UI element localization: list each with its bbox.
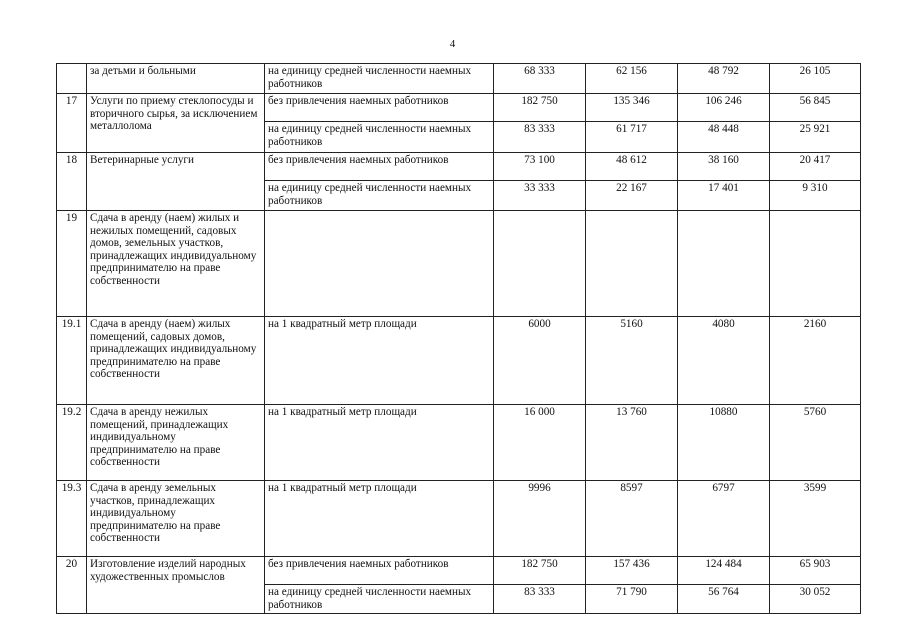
value-cell: 3599 [770, 481, 861, 557]
table-row [57, 557, 861, 585]
value-cell: 22 167 [586, 181, 678, 211]
value-cell: 5160 [586, 317, 678, 405]
value-cell: 4080 [678, 317, 770, 405]
value-cell: 71 790 [586, 585, 678, 614]
value-cell: 5760 [770, 405, 861, 481]
value-cell: 30 052 [770, 585, 861, 614]
calc-basis: без привлечения наемных работников [265, 153, 494, 181]
value-cell: 25 921 [770, 122, 861, 153]
value-cell: 13 760 [586, 405, 678, 481]
row-number: 19.1 [57, 317, 87, 405]
value-cell: 56 764 [678, 585, 770, 614]
calc-basis: на 1 квадратный метр площади [265, 405, 494, 481]
table-row [57, 405, 861, 481]
value-cell: 33 333 [494, 181, 586, 211]
table-row [57, 481, 861, 557]
row-number: 19.2 [57, 405, 87, 481]
table-row [57, 94, 861, 122]
value-cell: 48 448 [678, 122, 770, 153]
value-cell [678, 211, 770, 317]
calc-basis: без привлечения наемных работников [265, 557, 494, 585]
value-cell: 6797 [678, 481, 770, 557]
table-row [57, 211, 861, 317]
calc-basis: на единицу средней численности наемных работников [265, 122, 494, 153]
value-cell: 8597 [586, 481, 678, 557]
value-cell: 62 156 [586, 64, 678, 94]
value-cell: 2160 [770, 317, 861, 405]
table-row [57, 64, 861, 94]
value-cell: 10880 [678, 405, 770, 481]
service-name: Изготовление изделий народных художественных промыслов [87, 557, 265, 614]
value-cell: 38 160 [678, 153, 770, 181]
value-cell: 56 845 [770, 94, 861, 122]
value-cell: 16 000 [494, 405, 586, 481]
value-cell: 61 717 [586, 122, 678, 153]
calc-basis: на единицу средней численности наемных работников [265, 585, 494, 614]
service-name: Сдача в аренду нежилых помещений, принадлежащих индивидуальному предпринимателю на праве собственности [87, 405, 265, 481]
table-row [57, 317, 861, 405]
calc-basis: без привлечения наемных работников [265, 94, 494, 122]
service-name: Сдача в аренду (наем) жилых и нежилых помещений, садовых домов, земельных участков, принадлежащих индивидуальному предпринимателю на праве собственности [87, 211, 265, 317]
calc-basis: на 1 квадратный метр площади [265, 481, 494, 557]
value-cell: 9996 [494, 481, 586, 557]
calc-basis [265, 211, 494, 317]
value-cell: 83 333 [494, 122, 586, 153]
value-cell [770, 211, 861, 317]
value-cell: 157 436 [586, 557, 678, 585]
service-name: за детьми и больными [87, 64, 265, 94]
calc-basis: на единицу средней численности наемных работников [265, 181, 494, 211]
service-name: Ветеринарные услуги [87, 153, 265, 211]
value-cell: 83 333 [494, 585, 586, 614]
calc-basis: на единицу средней численности наемных работников [265, 64, 494, 94]
service-name: Услуги по приему стеклопосуды и вторичного сырья, за исключением металлолома [87, 94, 265, 153]
value-cell: 20 417 [770, 153, 861, 181]
tariff-table [56, 63, 861, 614]
value-cell: 182 750 [494, 557, 586, 585]
value-cell [494, 211, 586, 317]
value-cell: 73 100 [494, 153, 586, 181]
calc-basis: на 1 квадратный метр площади [265, 317, 494, 405]
row-number: 17 [57, 94, 87, 153]
row-number: 19.3 [57, 481, 87, 557]
page-number: 4 [449, 38, 456, 50]
row-number: 20 [57, 557, 87, 614]
value-cell: 68 333 [494, 64, 586, 94]
value-cell: 106 246 [678, 94, 770, 122]
value-cell: 65 903 [770, 557, 861, 585]
row-number [57, 64, 87, 94]
row-number: 19 [57, 211, 87, 317]
value-cell: 182 750 [494, 94, 586, 122]
row-number: 18 [57, 153, 87, 211]
value-cell: 26 105 [770, 64, 861, 94]
service-name: Сдача в аренду земельных участков, принадлежащих индивидуальному предпринимателю на праве собственности [87, 481, 265, 557]
value-cell: 48 792 [678, 64, 770, 94]
value-cell: 124 484 [678, 557, 770, 585]
value-cell: 48 612 [586, 153, 678, 181]
value-cell: 6000 [494, 317, 586, 405]
value-cell: 17 401 [678, 181, 770, 211]
value-cell [586, 211, 678, 317]
service-name: Сдача в аренду (наем) жилых помещений, садовых домов, принадлежащих индивидуальному предпринимателю на праве собственности [87, 317, 265, 405]
value-cell: 135 346 [586, 94, 678, 122]
table-row [57, 153, 861, 181]
value-cell: 9 310 [770, 181, 861, 211]
